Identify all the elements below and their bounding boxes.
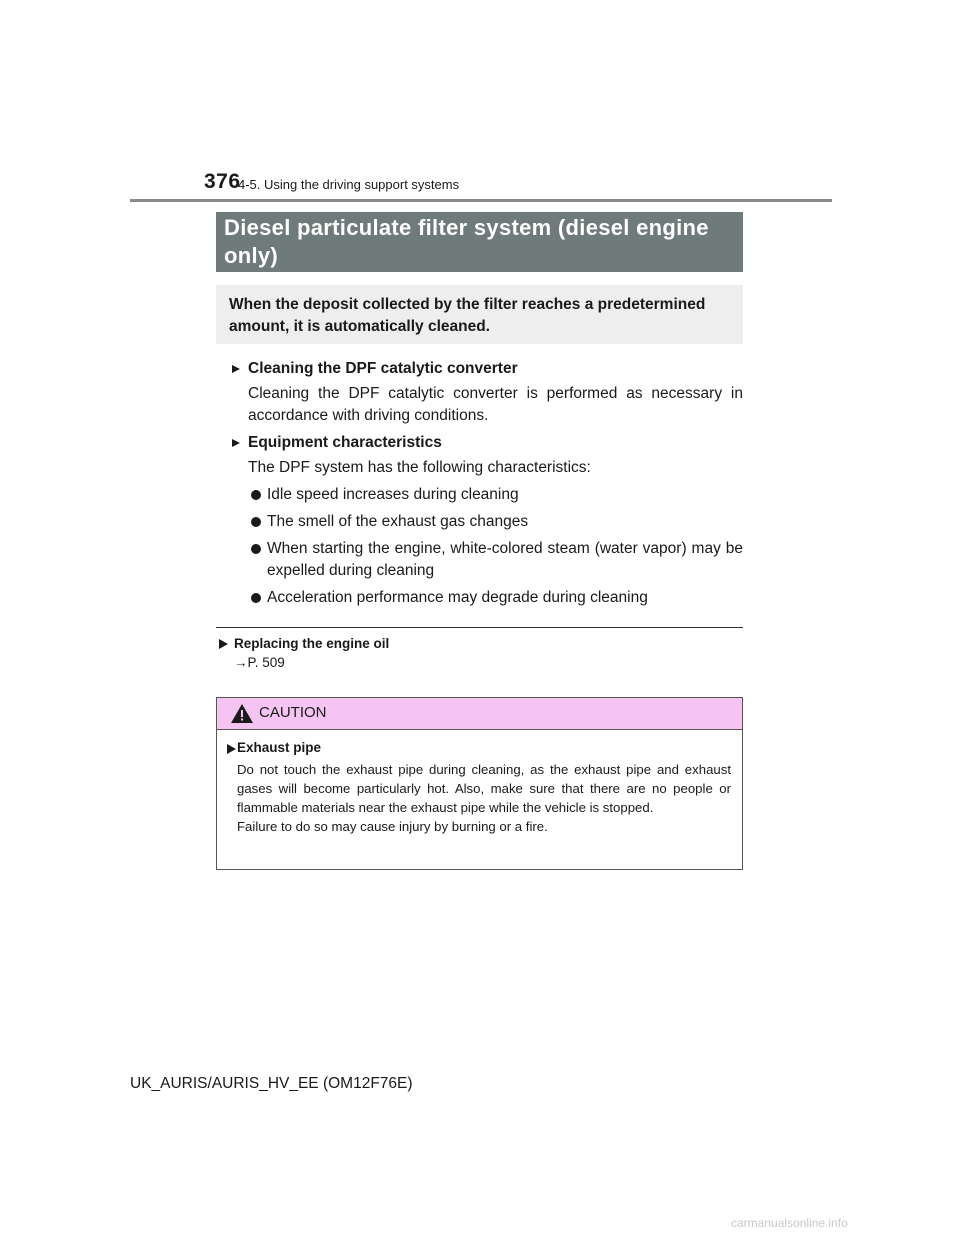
paragraph-cleaning: Cleaning the DPF catalytic converter is performed as necessary in accordance with driving conditions.: [248, 385, 743, 424]
footer-model-code: UK_AURIS/AURIS_HV_EE (OM12F76E): [130, 1075, 413, 1092]
lead-summary: When the deposit collected by the filter reaches a predetermined amount, it is automatically cleaned.: [216, 285, 743, 344]
list-item: When starting the engine, white-colored steam (water vapor) may be expelled during cleaning: [216, 538, 743, 582]
note-divider: [216, 627, 743, 628]
triangle-marker-icon: [227, 744, 236, 754]
page-reference-link[interactable]: →P. 509: [234, 655, 285, 670]
list-item: Idle speed increases during cleaning: [216, 484, 743, 506]
watermark: carmanualsonline.info: [731, 1216, 848, 1230]
caution-header: [217, 698, 742, 730]
page-number: 376: [204, 170, 241, 193]
filled-circle-icon: [251, 544, 261, 554]
filled-circle-icon: [251, 490, 261, 500]
caution-label: CAUTION: [259, 704, 327, 721]
caution-box: [216, 697, 743, 870]
caution-heading: Exhaust pipe: [227, 740, 731, 755]
caution-body: [217, 730, 742, 836]
sub-heading-cleaning: Cleaning the DPF catalytic converter: [216, 358, 743, 380]
caution-text: Do not touch the exhaust pipe during cleaning, as the exhaust pipe and exhaust gases will become particularly hot. Also, make sure that there are no people or flammable materials near the exhaust pipe while the vehicle is stopped.: [237, 762, 731, 815]
header-rule: [130, 199, 832, 202]
page-title: Diesel particulate filter system (diesel engine only): [216, 212, 743, 272]
filled-circle-icon: [251, 517, 261, 527]
filled-circle-icon: [251, 593, 261, 603]
sub-heading-characteristics: Equipment characteristics: [216, 432, 743, 454]
triangle-marker-icon: [232, 365, 240, 373]
section-label: 4-5. Using the driving support systems: [238, 177, 460, 192]
triangle-marker-icon: [232, 439, 240, 447]
main-content: [216, 358, 743, 614]
caution-text-consequence: Failure to do so may cause injury by burning or a fire.: [237, 819, 548, 834]
note-heading: Replacing the engine oil: [219, 636, 389, 651]
warning-triangle-icon: [230, 703, 254, 724]
list-item: The smell of the exhaust gas changes: [216, 511, 743, 533]
list-item: Acceleration performance may degrade during cleaning: [216, 587, 743, 609]
paragraph-characteristics: The DPF system has the following characteristics:: [248, 459, 591, 476]
triangle-marker-icon: [219, 639, 228, 649]
